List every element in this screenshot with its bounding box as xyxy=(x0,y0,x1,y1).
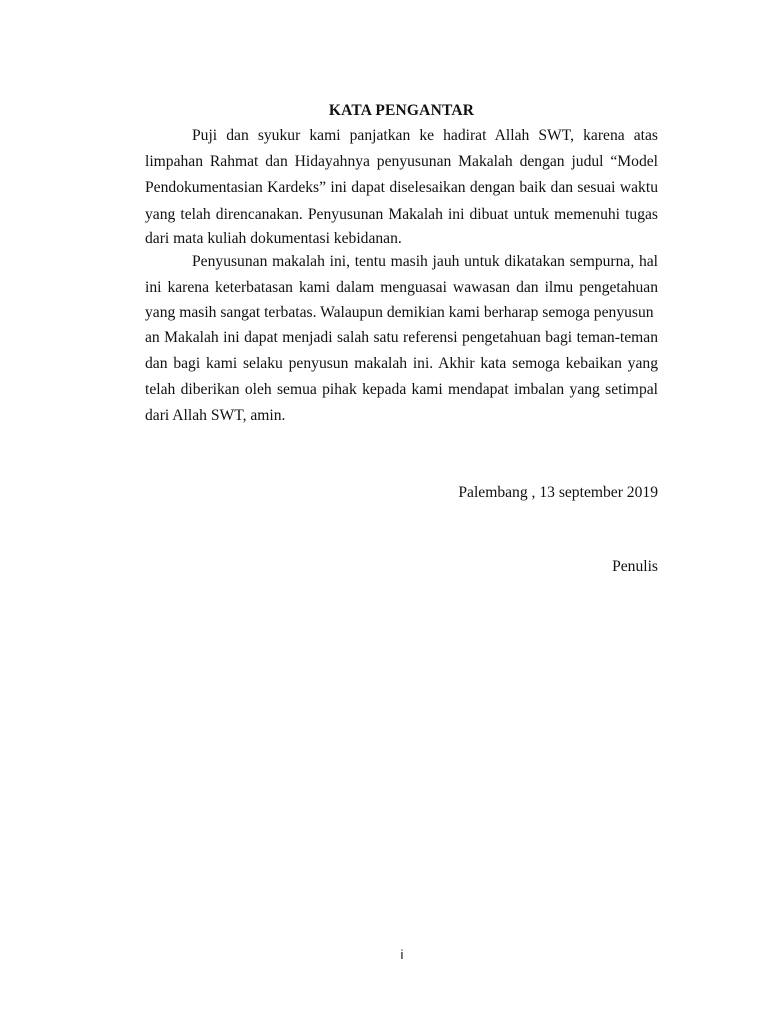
paragraph-1-line-5: dari mata kuliah dokumentasi kebidanan. xyxy=(145,230,402,247)
paragraph-2-line-1: Penyusunan makalah ini, tentu masih jauh untuk dikatakan sempurna, hal xyxy=(192,253,658,270)
paragraph-1-line-1: Puji dan syukur kami panjatkan ke hadirat Allah SWT, karena atas xyxy=(192,127,658,144)
paragraph-2-line-6: telah diberikan oleh semua pihak kepada kami mendapat imbalan yang setimpal xyxy=(145,381,658,398)
paragraph-1-line-4: yang telah direncanakan. Penyusunan Makalah ini dibuat untuk memenuhi tugas xyxy=(145,206,658,223)
paragraph-2-line-3: yang masih sangat terbatas. Walaupun demikian kami berharap semoga penyusun xyxy=(145,304,654,321)
signature-label: Penulis xyxy=(612,558,658,575)
paragraph-1-line-2: limpahan Rahmat dan Hidayahnya penyusunan Makalah dengan judul “Model xyxy=(145,153,658,170)
paragraph-2-line-2: ini karena keterbatasan kami dalam menguasai wawasan dan ilmu pengetahuan xyxy=(145,279,658,296)
paragraph-2-line-7: dari Allah SWT, amin. xyxy=(145,407,286,424)
paragraph-1-line-3: Pendokumentasian Kardeks” ini dapat diselesaikan dengan baik dan sesuai waktu xyxy=(145,179,658,196)
paragraph-2-line-4: an Makalah ini dapat menjadi salah satu referensi pengetahuan bagi teman-teman xyxy=(145,329,658,346)
page-title: KATA PENGANTAR xyxy=(328,102,475,119)
place-date: Palembang , 13 september 2019 xyxy=(458,484,658,501)
page-number: i xyxy=(400,947,404,962)
paragraph-2-line-5: dan bagi kami selaku penyusun makalah ini. Akhir kata semoga kebaikan yang xyxy=(145,355,658,372)
